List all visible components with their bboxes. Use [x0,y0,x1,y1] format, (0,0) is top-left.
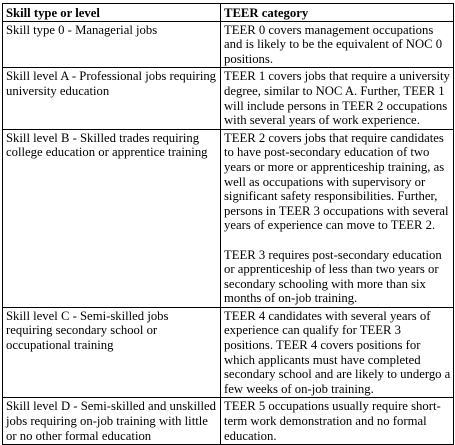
skill-cell: Skill level D - Semi-skilled and unskilled jobs requiring on-job training with little or no other formal education [3,398,221,445]
column-header-skill: Skill type or level [3,4,221,22]
teer-cell [221,129,454,307]
teer-paragraph: TEER 5 occupations usually require short-term work demonstration and no formal education. [224,399,441,443]
teer-cell [221,68,454,129]
table-row [3,398,454,445]
teer-cell [221,307,454,398]
column-header-teer: TEER category [221,4,454,22]
teer-cell [221,21,454,68]
table-row [3,129,454,307]
table-row [3,68,454,129]
table-header-row [3,4,454,22]
teer-paragraph: TEER 0 covers management occupations and is likely to be the equivalent of NOC 0 positions. [224,22,443,66]
teer-paragraph: TEER 1 covers jobs that require a university degree, similar to NOC A. Further, TEER 1 will include persons in TEER 2 occupations with several years of work experience. [224,69,450,128]
table-row [3,21,454,68]
skill-teer-table [2,3,454,445]
skill-cell: Skill type 0 - Managerial jobs [3,21,221,68]
skill-cell: Skill level A - Professional jobs requiring university education [3,68,221,129]
teer-paragraph: TEER 4 candidates with several years of experience can qualify for TEER 3 positions. TEER 4 covers positions for which applicants must have completed secondary school and are likely to undergo a few weeks of on-job training. [224,308,451,396]
skill-cell: Skill level B - Skilled trades requiring college education or apprentice training [3,129,221,307]
teer-cell [221,398,454,445]
teer-paragraph: TEER 2 covers jobs that require candidates to have post-secondary education of two years or more or apprenticeship training, as well as occupations with supervisory or significant safety responsibilities. Further, persons in TEER 3 occupations with several years of experience can move to TEER 2. [224,130,449,233]
teer-paragraph: TEER 3 requires post-secondary education or apprenticeship of less than two years or secondary schooling with more than six months of on-job training. [224,247,442,306]
skill-cell: Skill level C - Semi-skilled jobs requiring secondary school or occupational training [3,307,221,398]
table-row [3,307,454,398]
